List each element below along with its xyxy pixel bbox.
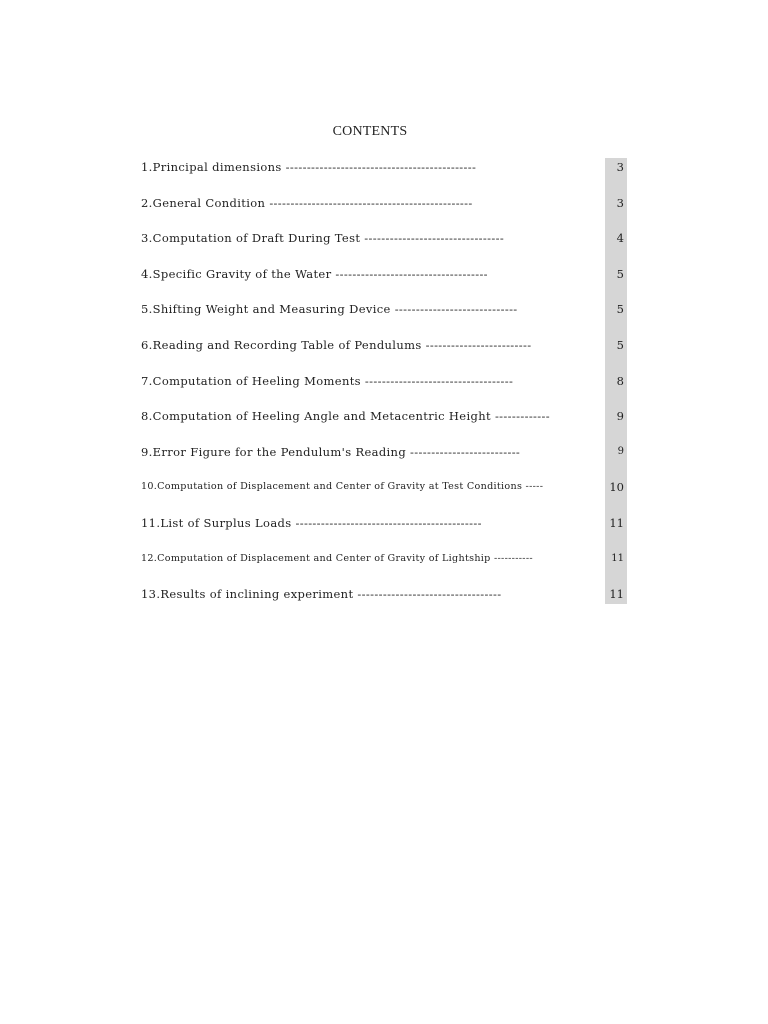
toc-entry-7[interactable]: [141, 372, 627, 408]
toc-entry-text: 7.Computation of Heeling Moments -----------------------------------: [141, 373, 514, 388]
toc-entry-10[interactable]: [141, 478, 627, 514]
toc-entry-12[interactable]: [141, 550, 627, 586]
toc-entry-text: 13.Results of inclining experiment ----------------------------------: [141, 587, 502, 602]
toc-entry-text: 9.Error Figure for the Pendulum's Reading --------------------------: [141, 444, 521, 459]
toc-entry-text: 8.Computation of Heeling Angle and Metacentric Height -------------: [141, 409, 551, 424]
toc-entry-text: 5.Shifting Weight and Measuring Device -----------------------------: [141, 302, 518, 317]
toc-page-number: 8: [616, 373, 624, 388]
toc-entry-text: 1.Principal dimensions ---------------------------------------------: [141, 160, 477, 174]
toc-page-number: 3: [616, 160, 624, 174]
toc-entry-text: 11.List of Surplus Loads --------------------------------------------: [141, 515, 482, 530]
toc-entry-text: 10.Computation of Displacement and Center of Gravity at Test Conditions -----: [141, 481, 544, 493]
toc-page-number: 5: [616, 266, 624, 281]
toc-entry-text: 12.Computation of Displacement and Center of Gravity of Lightship -----------: [141, 552, 533, 564]
toc-page-number: 11: [609, 587, 624, 602]
toc-entry-8[interactable]: [141, 407, 627, 443]
toc-page-number: 10: [609, 480, 624, 495]
toc-page-number: 9: [617, 445, 624, 457]
toc-entry-2[interactable]: [141, 194, 627, 230]
toc-entry-4[interactable]: [141, 265, 627, 301]
toc-page-number: 11: [609, 515, 624, 530]
table-of-contents: [141, 158, 627, 621]
toc-entry-text: 4.Specific Gravity of the Water ------------------------------------: [141, 266, 488, 281]
toc-page-number: 3: [616, 195, 624, 210]
toc-entry-3[interactable]: [141, 229, 627, 265]
toc-entry-9[interactable]: [141, 443, 627, 479]
toc-entry-text: 3.Computation of Draft During Test ---------------------------------: [141, 231, 505, 246]
toc-entry-5[interactable]: [141, 300, 627, 336]
toc-page-number: 9: [616, 409, 624, 424]
toc-entry-text: 6.Reading and Recording Table of Pendulums -------------------------: [141, 337, 532, 352]
toc-page-number: 11: [611, 552, 624, 564]
toc-entry-6[interactable]: [141, 336, 627, 372]
toc-entry-11[interactable]: [141, 514, 627, 550]
toc-entry-13[interactable]: [141, 585, 627, 621]
toc-page-number: 5: [616, 302, 624, 317]
toc-entry-1[interactable]: [141, 158, 627, 194]
toc-page-number: 4: [616, 231, 624, 246]
toc-page-number: 5: [616, 337, 624, 352]
toc-entry-text: 2.General Condition ------------------------------------------------: [141, 195, 473, 210]
page-title: CONTENTS: [332, 124, 408, 139]
